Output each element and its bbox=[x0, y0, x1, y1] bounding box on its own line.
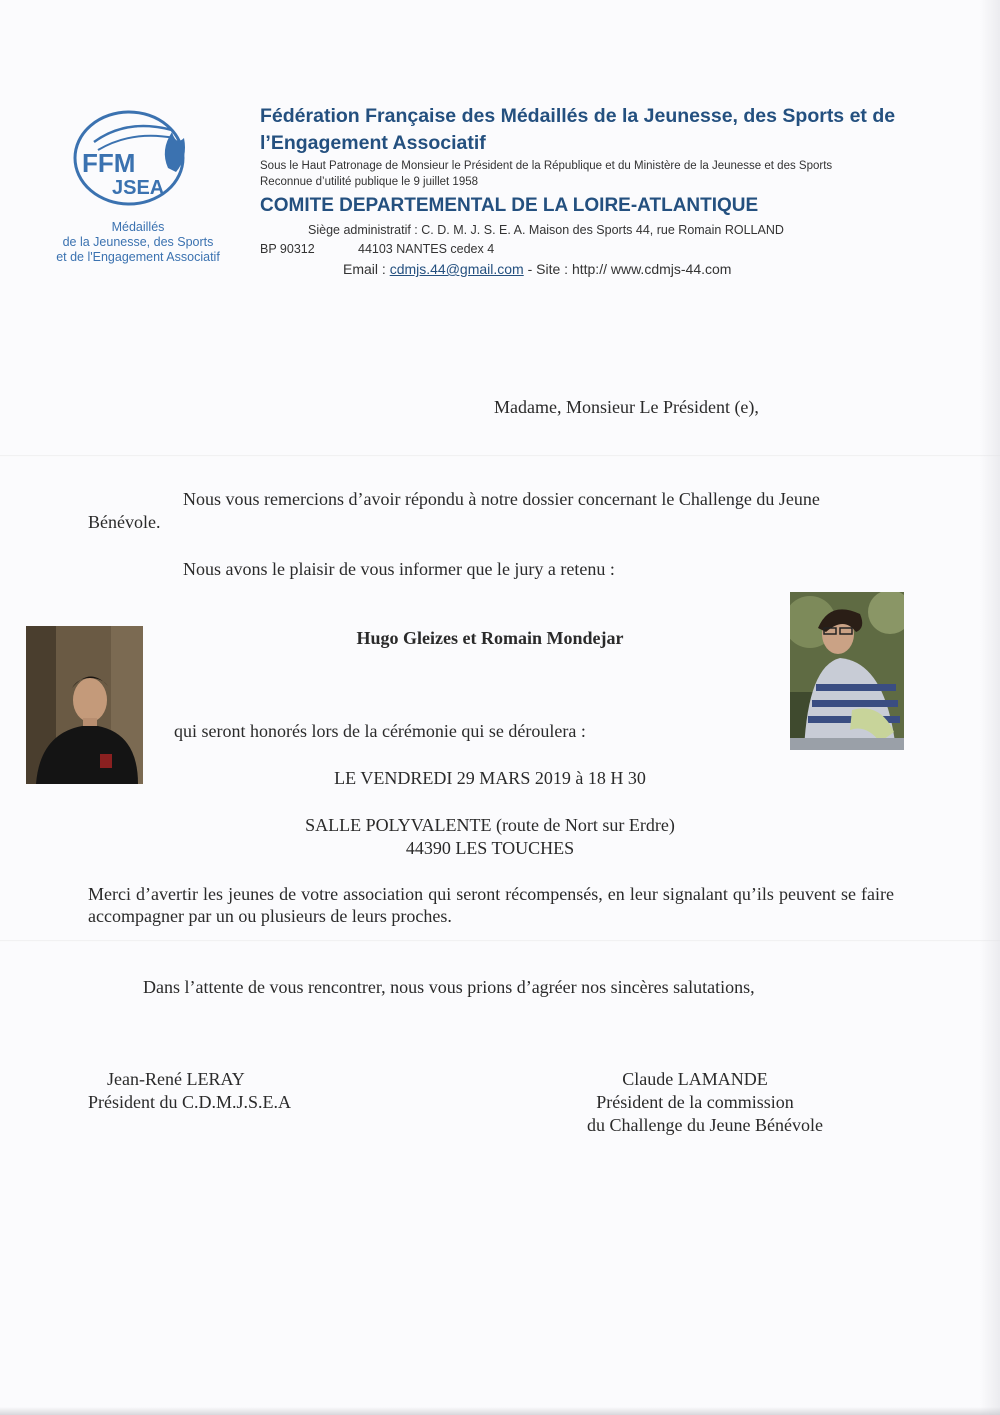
logo-caption-line: et de l'Engagement Associatif bbox=[56, 250, 220, 264]
comite-title: COMITE DEPARTEMENTAL DE LA LOIRE-ATLANTIQUE bbox=[260, 195, 759, 216]
federation-title: Fédération Française des Médaillés de la Jeunesse, des Sports et de l’Engagement Associatif bbox=[260, 105, 896, 154]
signatory-right-title: Président de la commission bbox=[596, 1092, 794, 1112]
postal-city: 44103 NANTES cedex 4 bbox=[358, 242, 495, 256]
logo-caption bbox=[38, 220, 238, 265]
contact-line bbox=[343, 261, 731, 277]
laureate-photo-left bbox=[26, 626, 143, 784]
paragraph-ceremony: qui seront honorés lors de la cérémonie qui se déroulera : bbox=[174, 721, 586, 741]
paper-fold bbox=[0, 940, 1000, 942]
paragraph-notify: Merci d’avertir les jeunes de votre association qui seront récompensés, en leur signalant qu’ils peuvent se faire accompagner par un ou plusieurs de leurs proches. bbox=[88, 884, 894, 926]
logo-caption-line: de la Jeunesse, des Sports bbox=[62, 235, 214, 249]
paragraph-jury: Nous avons le plaisir de vous informer que le jury a retenu : bbox=[183, 559, 615, 579]
site-label: - Site : http:// www.cdmjs-44.com bbox=[527, 261, 732, 277]
ceremony-date: LE VENDREDI 29 MARS 2019 à 18 H 30 bbox=[334, 768, 646, 788]
bp-number: BP 90312 bbox=[260, 242, 315, 256]
signatory-right-title-continued: du Challenge du Jeune Bénévole bbox=[587, 1115, 823, 1135]
paper-edge bbox=[980, 0, 1000, 1415]
signatory-left-title: Président du C.D.M.J.S.E.A bbox=[88, 1092, 292, 1112]
federation-logo bbox=[38, 108, 238, 268]
greeting: Madame, Monsieur Le Président (e), bbox=[494, 397, 759, 417]
email-link[interactable]: cdmjs.44@gmail.com bbox=[389, 261, 524, 277]
recognition-line: Reconnue d’utilité publique le 9 juillet 1958 bbox=[260, 176, 479, 188]
paper-fold bbox=[0, 455, 1000, 457]
ceremony-town: 44390 LES TOUCHES bbox=[405, 838, 575, 858]
signatory-right-name: Claude LAMANDE bbox=[622, 1069, 768, 1089]
laureate-photo-right bbox=[790, 592, 904, 750]
ceremony-venue: SALLE POLYVALENTE (route de Nort sur Erdre) bbox=[305, 815, 675, 835]
ffmjsea-emblem-icon bbox=[72, 108, 202, 213]
logo-mark-line2: JSEA bbox=[112, 177, 165, 199]
patronage-line: Sous le Haut Patronage de Monsieur le Président de la République et du Ministère de la Jeunesse et des Sports bbox=[260, 160, 833, 172]
email-label: Email : bbox=[343, 261, 386, 277]
logo-mark-line1: FFM bbox=[82, 148, 136, 178]
paragraph-thanks-continued: Bénévole. bbox=[88, 512, 161, 532]
closing-salutation: Dans l’attente de vous rencontrer, nous vous prions d’agréer nos sincères salutations, bbox=[143, 977, 755, 997]
signatory-left-name: Jean-René LERAY bbox=[107, 1069, 245, 1089]
paragraph-thanks: Nous vous remercions d’avoir répondu à notre dossier concernant le Challenge du Jeune bbox=[183, 489, 820, 509]
paper-edge bbox=[0, 1407, 1000, 1415]
siege-address: Siège administratif : C. D. M. J. S. E. A. Maison des Sports 44, rue Romain ROLLAND bbox=[308, 223, 784, 237]
laureates-names: Hugo Gleizes et Romain Mondejar bbox=[356, 628, 624, 648]
logo-caption-line: Médaillés bbox=[111, 220, 165, 234]
